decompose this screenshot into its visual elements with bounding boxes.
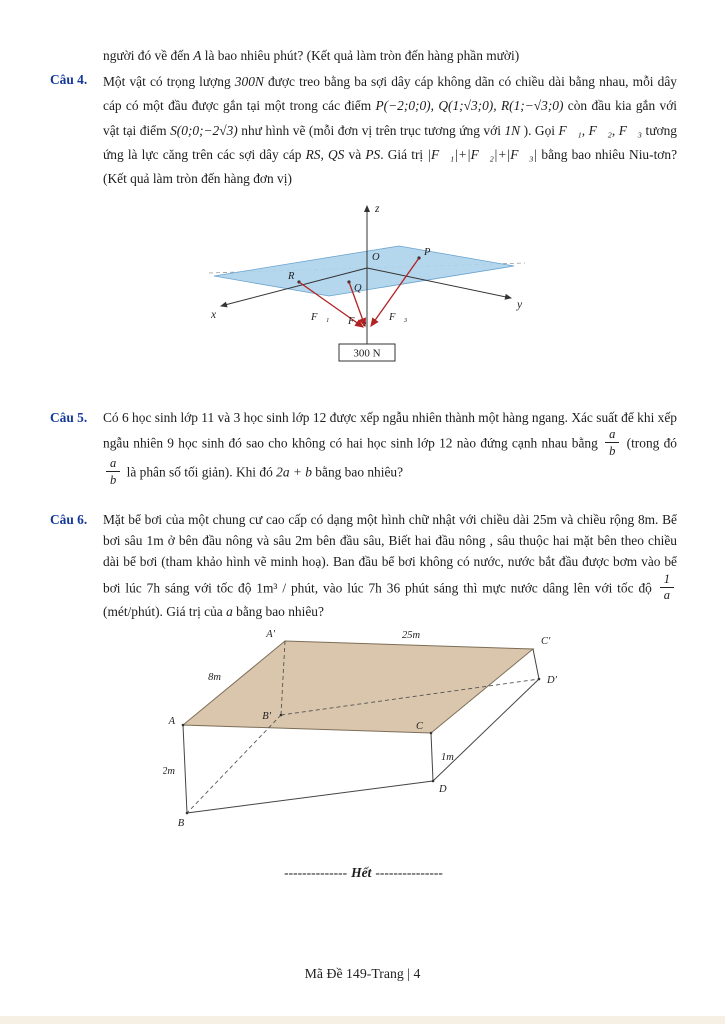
edge-c-d [431, 733, 433, 781]
text-segment: là bao nhiêu phút? (Kết quả làm tròn đến hàng phần mười) [201, 48, 520, 63]
vertex-cprime-label: C′ [540, 635, 550, 647]
origin-label: O [371, 251, 380, 263]
y-axis-label: y [516, 298, 522, 311]
z-axis-label: z [374, 202, 379, 215]
figure-cau6 [163, 627, 565, 835]
math-segment: S(0;0;−2√3) [170, 122, 238, 138]
math-segment: P(−2;0;0), Q(1;√3;0), R(1;−√3;0) [375, 98, 564, 114]
text-segment: (mét/phút). Giá trị của [103, 603, 227, 619]
depth-shallow-label: 1m [440, 751, 454, 763]
question-3-continuation-text [103, 46, 677, 67]
figure-cau6-wrapper [50, 627, 677, 839]
end-word: Hết [351, 864, 372, 880]
edge-a-b [183, 725, 187, 813]
edge-cprime-dprime [533, 649, 539, 679]
math-segment: RS, QS [305, 146, 345, 162]
question-label-spacer [50, 46, 103, 67]
math-segment: 1N [504, 122, 521, 138]
edge-b-d [187, 781, 433, 813]
page-bottom-strip [0, 1016, 725, 1024]
fraction-denominator: b [110, 472, 117, 487]
figure-cau4 [199, 198, 529, 390]
fraction-a-over-b [605, 428, 619, 457]
math-segment: |F⃗₁|+|F⃗₂|+|F⃗₃| [427, 146, 538, 162]
weight-label: 300 N [352, 347, 381, 360]
text-segment: và [344, 146, 366, 162]
fraction-a-over-b [106, 457, 120, 486]
point-q-label: Q [353, 282, 362, 294]
question-4 [50, 70, 677, 192]
question-5-label: Câu 5. [50, 409, 88, 425]
question-6-text [103, 510, 677, 622]
text-segment: Có 6 học sinh lớp 11 và 3 học sinh lớp 12 được xếp ngẫu nhiên thành một hàng ngang. Xác suất để khi xếp ngẫu nhiên 9 học sinh đó sao cho không có hai học sinh lớp 12 nào đứng cạnh nhau bằng [103, 409, 677, 452]
text-segment: tương ứng là lực căng trên các sợi dây cáp [103, 122, 677, 162]
text-segment: Một vật có trọng lượng [103, 73, 235, 89]
end-dashes-right: --------------- [375, 864, 443, 880]
text-segment: là phân số tối giản). Khi đó [126, 465, 277, 481]
vertex-d-label: D [438, 783, 447, 795]
edge-bprime-b-hidden [187, 715, 281, 813]
vertex-c-dot [429, 731, 432, 734]
point-p-label: P [423, 246, 430, 258]
force-f1-label: F⃗₁ [310, 311, 329, 323]
text-segment: được treo bằng ba sợi dây cáp không dãn có chiều dài bằng nhau, mỗi dây cáp có một đầu được gắn tại một trong các điểm [103, 73, 677, 114]
figure-cau4-wrapper [50, 198, 677, 394]
question-4-text [103, 70, 677, 192]
length-label: 25m [401, 629, 420, 641]
math-segment: 300N [234, 73, 264, 89]
question-5-text [103, 408, 677, 487]
fraction-denominator: b [609, 443, 616, 458]
text-segment: (trong đó [626, 436, 678, 452]
text-segment: . Giá trị [380, 146, 428, 162]
text-segment: bằng bao nhiêu Niu-tơn? (Kết quả làm tròn đến hàng đơn vị) [103, 146, 678, 187]
question-6-label: Câu 6. [50, 512, 88, 528]
coordinate-plane [214, 246, 514, 296]
question-4-label: Câu 4. [50, 71, 88, 87]
width-label: 8m [207, 671, 221, 683]
math-segment: a [226, 603, 233, 619]
end-dashes-left: -------------- [284, 864, 348, 880]
fraction-denominator: a [663, 588, 670, 603]
vertex-dprime-dot [537, 677, 540, 680]
depth-deep-label: 2m [162, 765, 175, 777]
force-f3-label: F⃗₃ [388, 311, 407, 323]
vertex-dprime-label: D′ [546, 674, 557, 686]
text-segment: như hình vẽ (mỗi đơn vị trên trục tương ứng với [237, 122, 505, 138]
vertex-b-label: B [177, 817, 184, 829]
point-r-label: R [287, 270, 294, 282]
text-segment: người đó về đến [103, 48, 194, 63]
end-of-test-line [50, 865, 677, 881]
vertex-aprime-label: A′ [265, 628, 275, 640]
fraction-1-over-a [660, 573, 674, 602]
force-f2-label: F⃗₂ [347, 315, 366, 327]
fraction-numerator: a [605, 428, 619, 443]
text-segment: ). Gọi [520, 122, 559, 138]
math-segment: F⃗₁, F⃗₂, F⃗₃ [558, 122, 643, 138]
question-5 [50, 408, 677, 487]
fraction-numerator: a [106, 457, 120, 472]
math-segment: PS [365, 146, 381, 162]
vertex-c-label: C [415, 720, 423, 732]
question-3-continuation-row [50, 46, 677, 67]
x-axis-label: x [210, 308, 216, 321]
text-segment: bằng bao nhiêu? [232, 603, 324, 619]
text-segment: còn đầu kia gắn với vật tại điểm [103, 98, 677, 138]
math-segment: A [193, 48, 202, 63]
vertex-b-dot [185, 811, 188, 814]
vertex-bprime-dot [279, 713, 282, 716]
text-segment: Mặt bể bơi của một chung cư cao cấp có dạng một hình chữ nhật với chiều dài 25m và chiều rộng 8m. Bể bơi sâu 1m ở bên đầu nông và sâu 2m bên đầu sâu, Biết hai đầu nông , sâu thuộc hai mặt bên theo chiều dài bể bơi (tham khảo hình vẽ minh hoạ). Ban đầu bể bơi không có nước, nước bắt đầu được bơm vào bể bơi lúc 7h sáng với tốc độ 1m³ / phút, vào lúc 7h 36 phút sáng thì mực nước dâng lên với tốc độ [103, 512, 677, 596]
page-footer: Mã Đề 149-Trang | 4 [304, 966, 421, 981]
vertex-d-dot [431, 779, 434, 782]
vertex-a-label: A [168, 715, 175, 727]
text-segment: bằng bao nhiêu? [311, 465, 404, 481]
vertex-bprime-label: B′ [261, 710, 271, 722]
vertex-a-dot [181, 723, 184, 726]
question-6 [50, 510, 677, 622]
math-segment: 2a + b [276, 465, 312, 481]
pool-top-face [183, 641, 533, 733]
fraction-numerator: 1 [660, 573, 674, 588]
